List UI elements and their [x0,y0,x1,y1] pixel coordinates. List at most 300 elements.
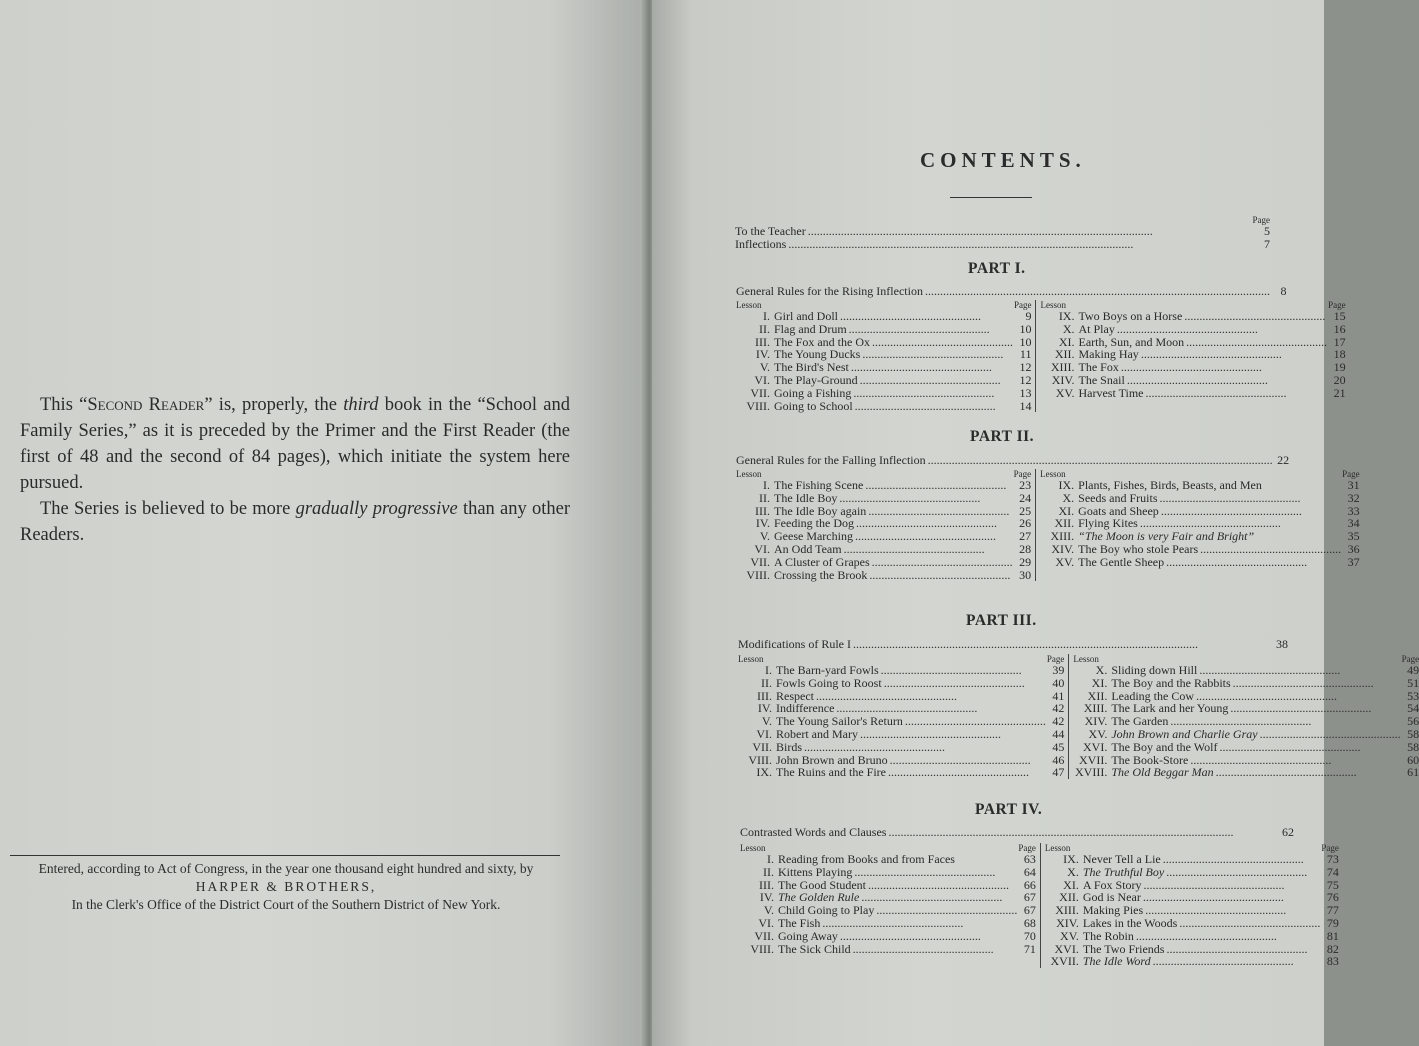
lesson-number: III. [759,877,774,892]
preface-paragraph-1 [20,392,570,496]
dot-leader [853,943,1016,956]
lesson-title: An Odd Team [774,541,842,556]
lesson-number: VI. [756,726,772,741]
lesson-number: VI. [758,915,774,930]
lesson-number: XIV. [1051,372,1075,387]
dot-leader [1179,917,1319,930]
lesson-title: Robert and Mary [776,726,858,741]
lesson-title: The Idle Boy again [774,503,867,518]
dot-leader [888,826,1276,839]
part-rule-section [738,638,1288,651]
lesson-title: God is Near [1082,890,1141,905]
lesson-title: The Robin [1082,928,1134,943]
lesson-page: 34 [1347,516,1360,531]
dot-leader [1166,866,1319,879]
lesson-title: “The Moon is very Fair and Bright” [1078,529,1255,544]
lesson-entry[interactable] [1040,323,1345,336]
lesson-number: X. [1095,663,1108,677]
lesson-entry[interactable] [1040,310,1345,323]
lesson-page: 10 [1019,334,1032,349]
dot-leader [1117,323,1326,336]
page-label: Page [1342,469,1360,479]
dot-leader [860,728,1044,741]
lesson-number: IX. [1063,852,1079,866]
dot-leader [1219,741,1399,754]
dot-leader [1260,728,1400,741]
lesson-number: XII. [1054,347,1075,362]
lesson-page: 14 [1019,398,1032,413]
lesson-number: II. [759,490,770,505]
lesson-number: V. [761,714,772,729]
dot-leader [1163,853,1319,866]
lesson-entry[interactable] [736,569,1031,582]
lesson-entry[interactable] [1040,492,1359,505]
lesson-number: XIII. [1050,360,1075,375]
lesson-title: Indifference [776,701,835,716]
lesson-page: 58 [1407,726,1419,741]
entry-title: Modifications of Rule I [738,637,851,651]
rule-entry[interactable] [736,453,1290,467]
copyright-line: In the Clerk's Office of the District Court of the Southern District of New York. [71,897,501,912]
lesson-page: 32 [1347,490,1360,505]
lesson-title: The Idle Boy [774,490,838,505]
preface-text: ” is, properly, the [204,395,344,415]
lesson-entry[interactable] [1045,917,1339,930]
lesson-entry[interactable] [736,374,1031,387]
dot-leader [888,766,1044,779]
lesson-title: Respect [776,688,814,703]
lesson-page: 77 [1326,903,1339,918]
lesson-number: II. [759,321,770,336]
lesson-title: Going to School [774,398,853,413]
lesson-page: 83 [1326,954,1339,969]
lesson-number: V. [759,360,770,375]
lesson-columns [740,843,1339,969]
lesson-title: The Garden [1111,714,1169,729]
lesson-page: 58 [1407,739,1419,754]
dot-leader [865,479,1011,492]
dot-leader [855,400,1012,413]
entry-page: 62 [1282,825,1294,839]
part-rule-section [740,826,1294,839]
page-label: Page [1013,469,1032,479]
lesson-page: 33 [1347,503,1360,518]
rule-entry[interactable] [740,826,1294,839]
lesson-page: 29 [1019,554,1032,569]
lesson-title: Making Hay [1078,347,1139,362]
page-label: Page [1018,843,1036,853]
lesson-number: II. [763,864,774,879]
lesson-label: Lesson [736,469,762,479]
lesson-number: IV. [759,890,774,905]
lesson-page: 74 [1326,864,1339,879]
lesson-number: IX. [756,765,772,780]
lesson-entry[interactable] [1073,728,1419,741]
lesson-page: 46 [1052,752,1065,767]
rule-entry[interactable] [736,284,1287,298]
page-column-label: Page [1252,215,1270,225]
dot-leader [853,638,1270,651]
lesson-entry[interactable] [1040,556,1359,569]
lesson-number: XVI. [1054,941,1079,956]
lesson-column-right [1036,469,1359,581]
lesson-entry[interactable] [1073,677,1419,690]
lesson-number: IV. [755,347,770,362]
lesson-number: VIII. [746,398,770,413]
lesson-number: VIII. [748,752,772,767]
lesson-label: Lesson [740,843,766,853]
lesson-number: XII. [1054,516,1075,531]
preface-text: book in the “School and Family Series,” as it is preceded by the Primer and the First Reader (the first of 48 and the second of 84 pages), which initiate the system here pursued. [20,395,571,493]
lesson-title: The Good Student [778,877,866,892]
lesson-number: XI. [1058,334,1075,349]
lesson-page: 17 [1333,334,1346,349]
lesson-number: VII. [754,928,774,943]
lesson-title: The Play-Ground [774,372,858,387]
lesson-page: 21 [1333,385,1346,400]
lesson-number: IX. [1058,478,1075,492]
lesson-page: 76 [1326,890,1339,905]
toc-entry[interactable] [735,238,1270,251]
lesson-title: Harvest Time [1078,385,1144,400]
preface-text: than any other Readers. [20,499,571,545]
lesson-page: 54 [1407,701,1419,716]
lesson-page: 47 [1052,765,1065,780]
lesson-page: 16 [1333,321,1346,336]
lesson-page: 82 [1326,941,1339,956]
part-title: PART IV. [975,801,1043,818]
lesson-page: 56 [1407,714,1419,729]
lesson-number: X. [1067,864,1079,879]
lesson-title: The Two Friends [1082,941,1165,956]
lesson-title: The Fox and the Ox [774,334,870,349]
lesson-title: Crossing the Brook [774,567,868,582]
lesson-label: Lesson [736,300,762,310]
lesson-entry[interactable] [736,556,1031,569]
lesson-page: 30 [1019,567,1032,582]
lesson-number: III. [757,688,772,703]
lesson-number: IV. [757,701,772,716]
lesson-page: 9 [1025,309,1032,323]
dot-leader [1146,387,1326,400]
lesson-page: 60 [1407,752,1419,767]
lesson-entry[interactable] [736,479,1031,492]
lesson-title: Geese Marching [774,529,853,544]
lesson-number: III. [755,334,770,349]
lesson-number: XIII. [1055,903,1079,918]
page-label: Page [1013,300,1032,310]
lesson-entry[interactable] [1040,374,1345,387]
dot-leader [925,285,1269,298]
lesson-entry[interactable] [736,310,1031,323]
lesson-page: 18 [1333,347,1346,362]
contents-title: CONTENTS. [920,148,1086,172]
lesson-entry[interactable] [1045,955,1339,968]
dot-leader [1136,930,1319,943]
lesson-number: XIV. [1056,915,1079,930]
dot-leader [804,741,1044,754]
entry-page: 5 [1264,224,1270,238]
page-label: Page [1321,843,1339,853]
part-title: PART III. [966,612,1037,629]
lesson-title: Seeds and Fruits [1078,490,1158,505]
entry-title: General Rules for the Falling Inflection [736,453,926,467]
dot-leader [872,556,1012,569]
lesson-page: 49 [1407,663,1419,677]
lesson-number: XV. [1055,385,1075,400]
lesson-column-left [736,469,1036,581]
lesson-page: 66 [1023,877,1036,892]
page-label: Page [1401,654,1419,664]
entry-page: 22 [1277,453,1290,467]
lesson-page: 28 [1019,541,1032,556]
lesson-entry[interactable] [740,866,1036,879]
lesson-page: 24 [1019,490,1032,505]
lesson-title: The Gentle Sheep [1078,554,1165,569]
lesson-entry[interactable] [736,323,1031,336]
entry-page: 8 [1280,284,1287,298]
lesson-title: At Play [1078,321,1115,336]
preface-text: This “ [40,395,88,415]
lesson-title: Earth, Sun, and Moon [1078,334,1185,349]
lesson-title: Sliding down Hill [1111,663,1198,677]
lesson-title: The Lark and her Young [1111,701,1229,716]
page-label: Page [1328,300,1346,310]
lesson-title: The Young Ducks [774,347,861,362]
lesson-label: Lesson [738,654,764,664]
lesson-entry[interactable] [1045,930,1339,943]
lesson-title: Leading the Cow [1111,688,1194,703]
lesson-entry[interactable] [738,741,1064,754]
copyright-line: Entered, according to Act of Congress, in the year one thousand eight hundred and sixty, by [38,861,534,876]
entry-page: 7 [1264,237,1270,251]
lesson-entry[interactable] [738,728,1064,741]
lesson-number: VI. [754,541,770,556]
lesson-entry[interactable] [738,664,1064,677]
page-label: Page [1046,654,1065,664]
preface-paragraph-2 [20,496,570,548]
lesson-number: VIII. [746,567,770,582]
lesson-number: VIII. [750,941,774,956]
lesson-label: Lesson [1073,654,1099,664]
lesson-column-right [1041,843,1339,968]
lesson-title: Feeding the Dog [774,516,854,531]
lesson-page: 11 [1019,347,1032,362]
lesson-number: XI. [1058,503,1075,518]
dot-leader [860,374,1012,387]
lesson-entry[interactable] [736,492,1031,505]
lesson-title: The Boy and the Wolf [1111,739,1218,754]
lesson-label: Lesson [1040,300,1066,310]
lesson-page: 53 [1407,688,1419,703]
rule-entry[interactable] [738,638,1288,651]
lesson-number: XII. [1087,688,1108,703]
lesson-number: XIII. [1083,701,1108,716]
lesson-entry[interactable] [1040,387,1345,400]
lesson-title: The Fox [1078,360,1119,375]
preface-book-name: Second Reader [87,395,205,415]
lesson-entry[interactable] [736,400,1031,413]
lesson-title: The Truthful Boy [1082,864,1165,879]
dot-leader [1233,677,1399,690]
lesson-number: III. [755,503,770,518]
dot-leader [1153,955,1319,968]
lesson-entry[interactable] [1045,866,1339,879]
lesson-entry[interactable] [740,853,1036,866]
lesson-entry[interactable] [738,766,1064,779]
lesson-page: 70 [1023,928,1036,943]
lesson-number: X. [1062,321,1075,336]
lesson-entry[interactable] [740,917,1036,930]
lesson-entry[interactable] [736,387,1031,400]
lesson-title: The Idle Word [1082,954,1151,969]
lesson-number: XV. [1060,928,1079,943]
lesson-title: The Boy who stole Pears [1078,541,1199,556]
lesson-page: 44 [1052,726,1065,741]
lesson-number: XIV. [1051,541,1075,556]
lesson-number: XIV. [1084,714,1108,729]
lesson-page: 35 [1347,529,1360,544]
lesson-label: Lesson [1044,843,1071,853]
lesson-title: John Brown and Bruno [776,752,888,767]
lesson-title: Flying Kites [1078,516,1138,531]
dot-leader [1200,543,1340,556]
lesson-page: 73 [1326,852,1339,866]
lesson-page: 75 [1326,877,1339,892]
lesson-number: II. [761,675,772,690]
dot-leader [840,930,1016,943]
front-matter [735,216,1270,251]
lesson-number: V. [759,529,770,544]
lesson-title: Reading from Books and from Faces [778,852,955,866]
lesson-number: IV. [755,516,770,531]
dot-leader [884,677,1045,690]
lesson-page: 45 [1052,739,1065,754]
lesson-page: 10 [1019,321,1032,336]
lesson-page: 23 [1019,478,1032,492]
lesson-entry[interactable] [1073,766,1419,779]
lesson-title: The Barn-yard Fowls [776,663,879,677]
left-page [0,0,646,1046]
dot-leader [1216,766,1399,779]
lesson-column-left [736,300,1036,412]
lesson-title: The Bird's Nest [774,360,849,375]
lesson-label: Lesson [1040,469,1066,479]
lesson-page: 79 [1326,915,1339,930]
lesson-title: The Sick Child [778,941,851,956]
lesson-title: Lakes in the Woods [1082,915,1178,930]
lesson-entry[interactable] [1073,741,1419,754]
lesson-page: 67 [1023,890,1036,905]
lesson-title: The Golden Rule [778,890,860,905]
lesson-title: The Boy and the Rabbits [1111,675,1231,690]
lesson-number: I. [767,852,774,866]
lesson-title: Kittens Playing [778,864,853,879]
lesson-page: 37 [1347,554,1360,569]
entry-title: General Rules for the Rising Inflection [736,284,923,298]
lesson-page: 67 [1023,903,1036,918]
lesson-page: 36 [1347,541,1360,556]
lesson-title: Goats and Sheep [1078,503,1159,518]
lesson-number: XVII. [1050,954,1079,969]
title-divider [950,197,1032,198]
lesson-number: VI. [754,372,770,387]
dot-leader [881,664,1045,677]
lesson-page: 12 [1019,372,1032,387]
lesson-entry[interactable] [738,677,1064,690]
lesson-page: 63 [1023,852,1036,866]
dot-leader [928,454,1272,467]
dot-leader [840,310,1011,323]
lesson-entry[interactable] [740,930,1036,943]
lesson-page: 15 [1333,309,1346,323]
part-rule-section [736,453,1290,467]
lesson-title: The Young Sailor's Return [776,714,903,729]
dot-leader [854,866,1016,879]
dot-leader [849,323,1012,336]
lesson-number: V. [763,903,774,918]
lesson-title: Child Going to Play [778,903,875,918]
lesson-number: VII. [750,385,770,400]
lesson-page: 51 [1407,675,1419,690]
lesson-title: The Ruins and the Fire [776,765,886,780]
lesson-title: Two Boys on a Horse [1078,309,1183,323]
lesson-number: XI. [1091,675,1108,690]
lesson-title: John Brown and Charlie Gray [1111,726,1258,741]
lesson-page: 26 [1019,516,1032,531]
lesson-number: XII. [1059,890,1079,905]
dot-leader [1184,310,1325,323]
lesson-page: 19 [1333,360,1346,375]
lesson-entry[interactable] [1073,664,1419,677]
lesson-page: 41 [1052,688,1065,703]
lesson-page: 42 [1052,701,1065,716]
lesson-title: Never Tell a Lie [1082,852,1161,866]
lesson-page: 13 [1019,385,1032,400]
lesson-entry[interactable] [1045,853,1339,866]
lesson-number: IX. [1058,309,1075,323]
lesson-page: 12 [1019,360,1032,375]
lesson-title: The Snail [1078,372,1125,387]
lesson-page: 40 [1052,675,1065,690]
lesson-entry[interactable] [740,943,1036,956]
dot-leader [844,543,1012,556]
lesson-entry[interactable] [736,543,1031,556]
lesson-entry[interactable] [1040,543,1359,556]
preface-emphasis: gradually progressive [295,499,458,519]
lesson-page: 71 [1023,941,1036,956]
lesson-title: Making Pies [1082,903,1144,918]
lesson-page: 42 [1052,714,1065,729]
preface-emphasis: third [343,395,379,415]
lesson-title: The Fish [778,915,821,930]
lesson-entry[interactable] [1040,479,1359,492]
entry-title: Contrasted Words and Clauses [740,825,887,839]
lesson-columns [738,654,1419,780]
part-title: PART II. [970,428,1035,445]
lesson-title: A Cluster of Grapes [774,554,870,569]
lesson-number: XIII. [1050,529,1075,544]
dot-leader [1199,664,1399,677]
lesson-number: XI. [1063,877,1079,892]
lesson-page: 25 [1019,503,1032,518]
entry-title: To the Teacher [735,224,806,238]
lesson-page: 68 [1023,915,1036,930]
copyright-notice [8,860,564,914]
lesson-title: The Book-Store [1111,752,1189,767]
lesson-title: A Fox Story [1082,877,1142,892]
lesson-column-right [1036,300,1345,412]
